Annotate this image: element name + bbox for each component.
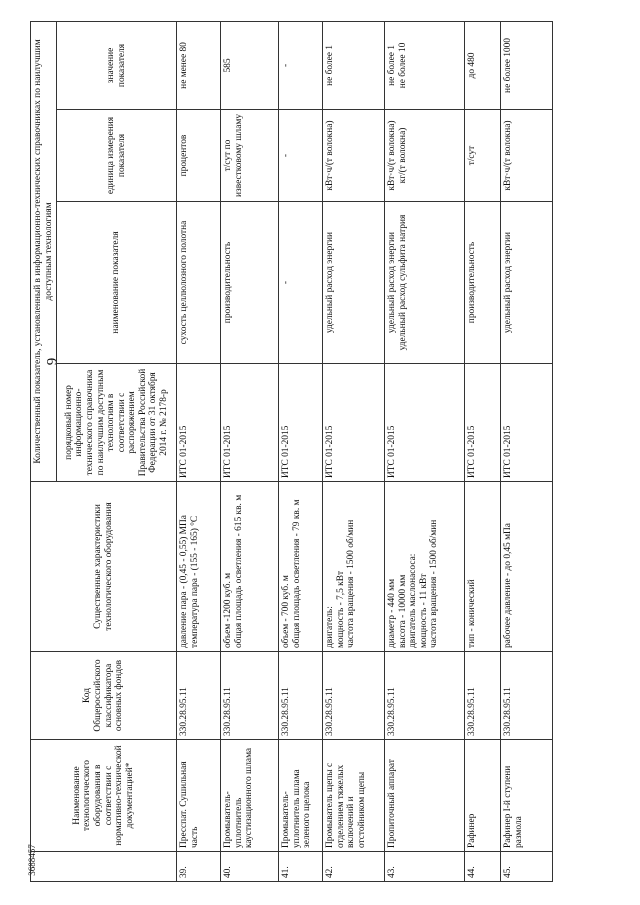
column-header-indicator-name: наименование показателя <box>57 202 177 364</box>
indicator-value <box>465 21 501 109</box>
table-row <box>465 21 501 881</box>
row-number: 39. <box>177 852 221 882</box>
indicator-value <box>323 21 385 109</box>
indicator-line: удельный расход сульфита натрия <box>397 214 408 351</box>
characteristic-line: мощность - 11 кВт <box>418 573 429 648</box>
value-line: не более 1000 <box>503 38 514 93</box>
characteristic-line: общая площадь осветления - 615 кв. м <box>233 494 244 648</box>
characteristic-line: частота вращения - 1500 об/мин <box>429 519 440 648</box>
unit-line: т/сут по известковому шламу <box>223 113 244 198</box>
its-number: ИТС 01-2015 <box>323 364 385 482</box>
value-line: 585 <box>223 58 234 73</box>
unit-line: процентов <box>179 134 190 177</box>
indicator-name <box>323 202 385 364</box>
characteristic-line: давление пара - (0,45 - 0,55) МПа <box>179 515 190 648</box>
its-number: ИТС 01-2015 <box>221 364 279 482</box>
column-header-its-number: порядковый номер информационно-технического справочника по наилучшим доступным технологиям в соответствии с распоряжением Правительства Российской Федерации от 31 октября 2014 г. № 2178-р <box>57 364 177 482</box>
indicator-value <box>279 21 323 109</box>
row-number: 41. <box>279 852 323 882</box>
indicator-unit <box>501 110 553 202</box>
characteristic-line: объем -1200 куб. м <box>223 572 234 648</box>
equipment-name: Пресспат. Сушильная часть <box>177 740 221 852</box>
its-number: ИТС 01-2015 <box>501 364 553 482</box>
its-number: ИТС 01-2015 <box>279 364 323 482</box>
unit-line: кВт·ч/(т волокна) <box>325 120 336 191</box>
column-header-value: значение показателя <box>57 21 177 109</box>
its-number: ИТС 01-2015 <box>465 364 501 482</box>
equipment-table <box>30 21 553 882</box>
characteristic-line: частота вращения - 1500 об/мин <box>346 519 357 648</box>
characteristic-line: высота - 10000 мм <box>397 574 408 648</box>
column-header-number <box>31 852 177 882</box>
rotated-page-content <box>30 22 610 882</box>
characteristic-line: общая площадь осветления - 79 кв. м <box>291 499 302 648</box>
table-body <box>177 21 553 881</box>
indicator-name <box>465 202 501 364</box>
equipment-name: Рафинер I-й ступени размола <box>501 740 553 852</box>
characteristic-line: температура пара - (155 - 165) °С <box>189 515 200 648</box>
characteristics <box>177 482 221 652</box>
okof-code: 330.28.95.11 <box>501 652 553 740</box>
indicator-unit <box>221 110 279 202</box>
characteristic-line: диаметр - 440 мм <box>387 578 398 648</box>
indicator-line: - <box>281 280 292 285</box>
row-number: 44. <box>465 852 501 882</box>
table-row <box>385 21 465 881</box>
equipment-name: Промыватель-уплотнитель каустизационного шлама <box>221 740 279 852</box>
indicator-value <box>385 21 465 109</box>
characteristic-line: двигатель: <box>325 606 336 648</box>
indicator-value <box>221 21 279 109</box>
row-number: 40. <box>221 852 279 882</box>
row-number: 42. <box>323 852 385 882</box>
row-number: 43. <box>385 852 465 882</box>
characteristics <box>465 482 501 652</box>
indicator-line: удельный расход энергии <box>503 231 514 334</box>
indicator-unit <box>385 110 465 202</box>
characteristic-line: двигатель маслонасоса: <box>408 553 419 648</box>
column-header-unit: единица измерения показателя <box>57 110 177 202</box>
characteristic-line: объем - 700 куб. м <box>281 575 292 648</box>
table-header-row <box>31 21 57 881</box>
unit-line: т/сут <box>467 145 478 166</box>
indicator-value <box>177 21 221 109</box>
value-line: не менее 80 <box>179 42 190 89</box>
characteristic-line: тип - конический <box>467 579 478 648</box>
characteristics <box>221 482 279 652</box>
unit-line: кВт·ч/(т волокна) <box>503 120 514 191</box>
page-number: 9 <box>44 357 61 366</box>
okof-code: 330.28.95.11 <box>279 652 323 740</box>
its-number: ИТС 01-2015 <box>385 364 465 482</box>
indicator-line: производительность <box>467 241 478 324</box>
indicator-unit <box>323 110 385 202</box>
document-id: 3688457 <box>27 844 37 876</box>
indicator-line: удельный расход энергии <box>387 231 398 334</box>
okof-code: 330.28.95.11 <box>221 652 279 740</box>
table-row <box>177 21 221 881</box>
okof-code: 330.28.95.11 <box>385 652 465 740</box>
characteristics <box>279 482 323 652</box>
okof-code: 330.28.95.11 <box>465 652 501 740</box>
indicator-name <box>177 202 221 364</box>
equipment-name: Промыватель щепы с отделением тяжелых включений и отстойником щепы <box>323 740 385 852</box>
table-row <box>279 21 323 881</box>
column-header-code: Код Общероссийского классификатора основных фондов <box>31 652 177 740</box>
indicator-unit <box>465 110 501 202</box>
indicator-line: производительность <box>223 241 234 324</box>
indicator-name <box>221 202 279 364</box>
indicator-name <box>279 202 323 364</box>
indicator-name <box>501 202 553 364</box>
unit-line: кг/(т волокна) <box>397 127 408 184</box>
indicator-name <box>385 202 465 364</box>
okof-code: 330.28.95.11 <box>177 652 221 740</box>
table-row <box>501 21 553 881</box>
equipment-name: Пропиточный аппарат <box>385 740 465 852</box>
table-row <box>323 21 385 881</box>
unit-line: - <box>281 153 292 158</box>
column-header-characteristics: Существенные характеристики технологического оборудования <box>31 482 177 652</box>
value-line: не более 10 <box>397 42 408 89</box>
indicator-unit <box>279 110 323 202</box>
indicator-unit <box>177 110 221 202</box>
characteristic-line: рабочее давление - до 0,45 мПа <box>503 523 514 648</box>
characteristic-line: мощность - 7,5 кВт <box>335 570 346 648</box>
indicator-line: сухость целлюлозного полотна <box>179 220 190 345</box>
indicator-line: удельный расход энергии <box>325 231 336 334</box>
value-line: - <box>281 63 292 68</box>
characteristics <box>501 482 553 652</box>
column-header-name: Наименование технологического оборудования в соответствии с нормативно-технической документацией* <box>31 740 177 852</box>
indicator-value <box>501 21 553 109</box>
value-line: не более 1 <box>387 45 398 86</box>
unit-line: кВт·ч/(т волокна) <box>387 120 398 191</box>
its-number: ИТС 01-2015 <box>177 364 221 482</box>
row-number: 45. <box>501 852 553 882</box>
equipment-name: Промыватель-уплотнитель шлама зеленого щелока <box>279 740 323 852</box>
column-header-group: Количественный показатель, установленный в информационно-технических справочниках по наилучшим доступным технологиям <box>31 21 57 481</box>
table-row <box>221 21 279 881</box>
characteristics <box>385 482 465 652</box>
value-line: до 480 <box>467 52 478 79</box>
characteristics <box>323 482 385 652</box>
okof-code: 330.28.95.11 <box>323 652 385 740</box>
value-line: не более 1 <box>325 45 336 86</box>
equipment-name: Рафинер <box>465 740 501 852</box>
